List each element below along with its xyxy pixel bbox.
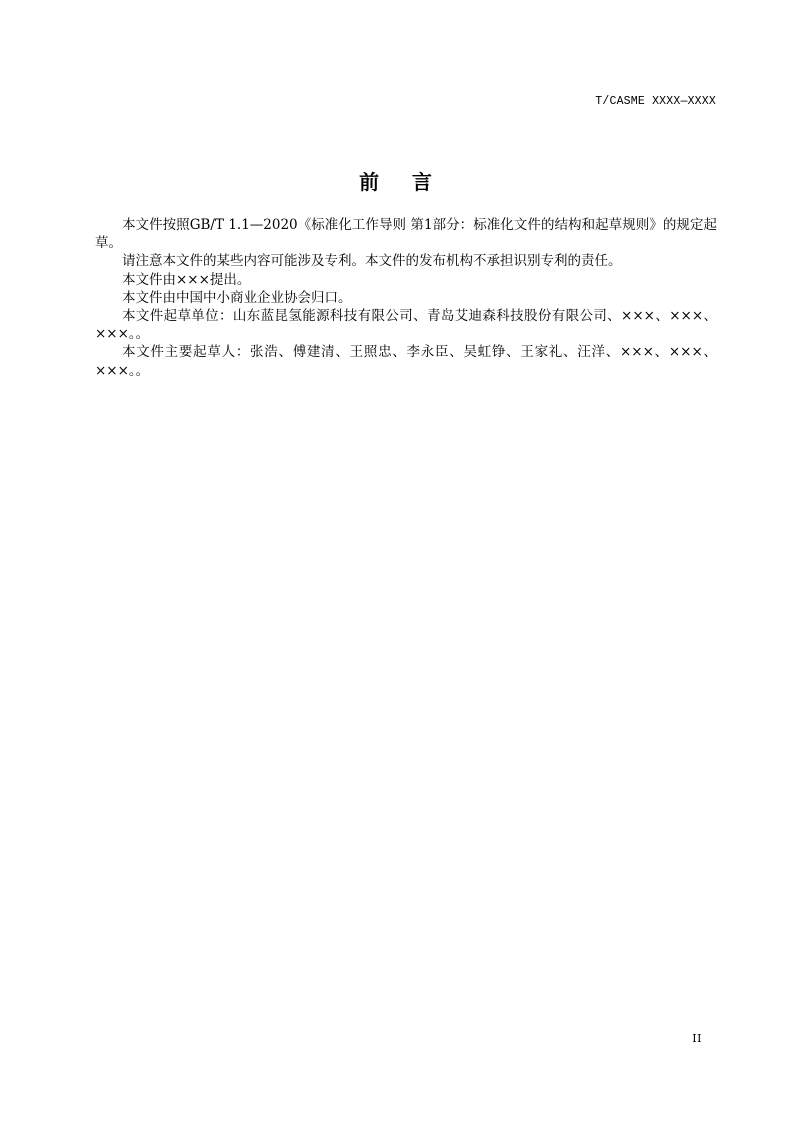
paragraph-patent-notice: 请注意本文件的某些内容可能涉及专利。本文件的发布机构不承担识别专利的责任。 xyxy=(122,253,622,270)
paragraph-main-drafters: 本文件主要起草人：张浩、傅建清、王照忠、李永臣、吴虹铮、王家礼、汪洋、×××、×××、×××。。 xyxy=(95,344,717,379)
page-number: II xyxy=(692,1032,702,1045)
paragraph-proposer: 本文件由×××提出。 xyxy=(122,271,251,288)
preface-body xyxy=(95,216,717,380)
paragraph-drafting-units: 本文件起草单位：山东蓝昆氢能源科技有限公司、青岛艾迪森科技股份有限公司、×××、×××、×××。。 xyxy=(95,308,717,343)
preface-title: 前 言 xyxy=(359,170,433,194)
document-code-header: T/CASME XXXX—XXXX xyxy=(595,95,716,108)
paragraph-drafting-basis: 本文件按照GB/T 1.1—2020《标准化工作导则 第1部分：标准化文件的结构和起草规则》的规定起草。 xyxy=(95,217,717,252)
paragraph-administrator: 本文件由中国中小商业企业协会归口。 xyxy=(122,289,352,306)
